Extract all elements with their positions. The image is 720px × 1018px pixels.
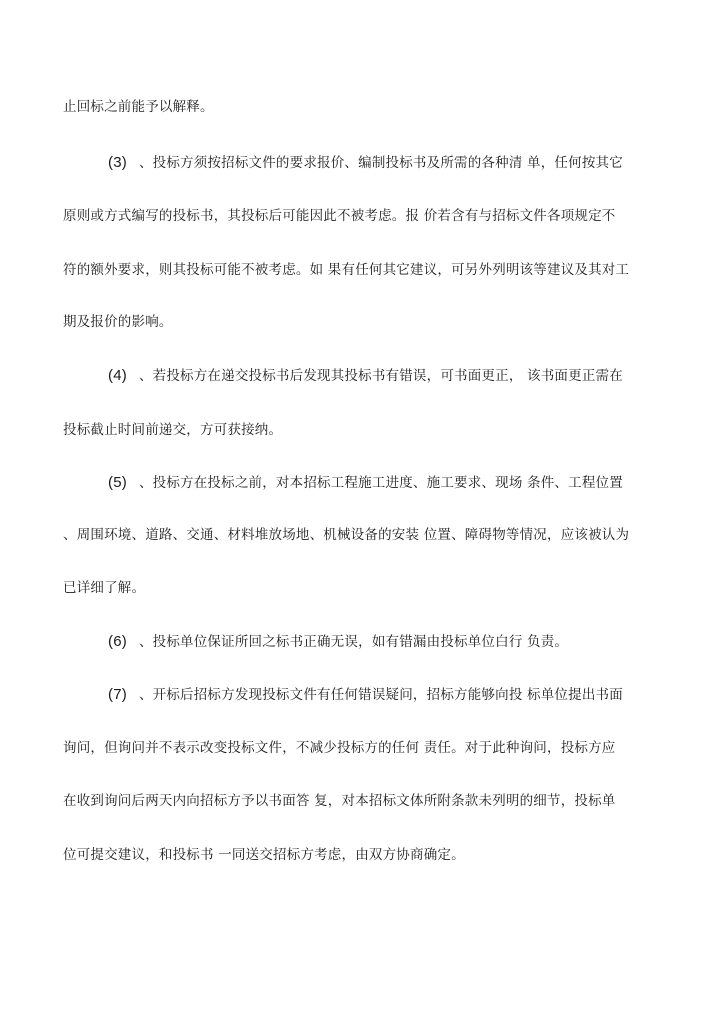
line-text: 在收到询问后两天内向招标方予以书面答 复，对本招标文体所附条款未列明的细节，投标单: [63, 793, 616, 809]
text-line: [63, 312, 663, 332]
text-line: [63, 260, 663, 280]
text-line: [63, 738, 663, 758]
line-text: 询问，但询问并不表示改变投标文件，不减少投标方的任何 责任。对于此种询问，投标方应: [63, 740, 616, 756]
line-text: 已详细了解。: [63, 580, 146, 596]
line-text: 、投标方须按招标文件的要求报价、编制投标书及所需的各种清 单，任何按其它: [138, 155, 623, 171]
line-text: 止回标之前能予以解释。: [63, 99, 214, 115]
text-line: [63, 578, 663, 598]
text-line: [63, 97, 663, 117]
line-text: 、开标后招标方发现投标文件有任何错误疑问，招标方能够向投 标单位提出书面: [138, 687, 623, 703]
text-line: [63, 845, 663, 865]
clause-number: (3): [108, 154, 127, 171]
line-text: 符的额外要求，则其投标可能不被考虑。如 果有任何其它建议，可另外列明该等建议及其对工: [63, 262, 630, 278]
line-text: 位可提交建议，和投标书 一同送交招标方考虑，由双方协商确定。: [63, 847, 465, 863]
text-line: [63, 206, 663, 226]
clause-3-line: [108, 153, 708, 173]
clause-7-line: [108, 685, 708, 705]
text-line: [63, 525, 663, 545]
clause-number: (6): [108, 633, 127, 650]
line-text: 原则或方式编写的投标书，其投标后可能因此不被考虑。报 价若含有与招标文件各项规定不: [63, 208, 616, 224]
line-text: 、投标单位保证所回之标书正确无误，如有错漏由投标单位白行 负责。: [138, 634, 569, 650]
text-line: [63, 420, 663, 440]
clause-5-line: [108, 473, 708, 493]
clause-4-line: [108, 366, 708, 386]
line-text: 、投标方在投标之前，对本招标工程施工进度、施工要求、现场 条件、工程位置: [138, 475, 623, 491]
clause-number: (4): [108, 367, 127, 384]
text-line: [63, 791, 663, 811]
clause-number: (7): [108, 686, 127, 703]
clause-number: (5): [108, 474, 127, 491]
line-text: 投标截止时间前递交，方可获接纳。: [63, 422, 283, 438]
line-text: 期及报价的影响。: [63, 314, 173, 330]
line-text: 、若投标方在递交投标书后发现其投标书有错误，可书面更正， 该书面更正需在: [138, 368, 623, 384]
line-text: 、周围环境、道路、交通、材料堆放场地、机械设备的安装 位置、障碍物等情况，应该被认为: [63, 527, 630, 543]
clause-6-line: [108, 632, 708, 652]
